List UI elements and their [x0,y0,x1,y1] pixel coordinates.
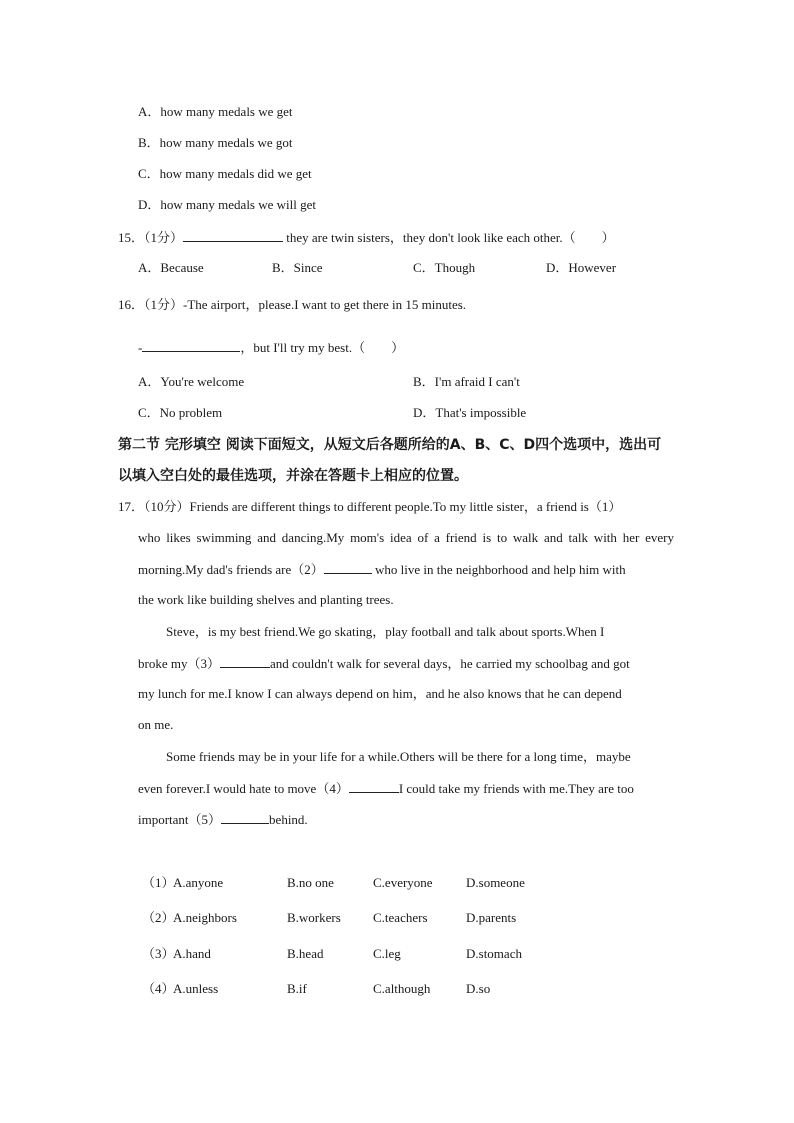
q16-response-line: - ，but I'll try my best.（ ） [138,340,405,355]
choice-d: D.parents [466,910,517,925]
q17-blank-4 [349,780,399,793]
q15-stem [118,229,615,246]
q16-blank [142,339,240,352]
q17-p2-line-3: my lunch for me.I know I can always depend on him，and he also knows that he can depend [138,686,622,701]
q17-p3-line-3: important（5） behind. [138,812,308,827]
q15-text: they are twin sisters，they don't look like each other.（ ） [283,230,615,245]
choice-b: B.head [287,946,324,961]
q17-number: 17．（10分） [118,499,190,514]
choice-number: （3） [142,946,175,961]
q15-option-c: C．Though [413,260,476,275]
q16-option-c: C．No problem [138,405,223,420]
choice-d: D.so [466,981,491,996]
q14-option-d: D．how many medals we will get [138,197,316,212]
q15-blank [183,229,283,242]
q15-option-d: D．However [546,260,617,275]
choice-number: （4） [142,981,175,996]
q14-option-c: C．how many medals did we get [138,166,312,181]
q17-p1-line-4: the work like building shelves and planting trees. [138,592,394,607]
choice-number: （2） [142,910,175,925]
choice-b: B.if [287,981,307,996]
choice-a: A.anyone [173,875,224,890]
q14-option-a: A．how many medals we get [138,104,293,119]
choice-a: A.hand [173,946,211,961]
choice-b: B.no one [287,875,334,890]
choice-c: C.although [373,981,431,996]
choice-d: D.stomach [466,946,522,961]
choice-d: D.someone [466,875,525,890]
q16-option-d: D．That's impossible [413,405,527,420]
q17-p2-line-4: on me. [138,717,174,732]
choice-a: A.unless [173,981,219,996]
choice-c: C.everyone [373,875,433,890]
q15-number: 15．（1分） [118,230,184,245]
q17-blank-3 [220,655,270,668]
choice-a: A.neighbors [173,910,237,925]
q16-text: -The airport，please.I want to get there in 15 minutes. [183,297,467,312]
section-heading-line-1: 第二节 完形填空 阅读下面短文，从短文后各题所给的A、B、C、D四个选项中，选出可 [118,437,662,453]
q17-p2-line-1: Steve，is my best friend.We go skating，play football and talk about sports.When I [166,624,605,639]
q17-blank-2 [324,561,372,574]
q16-stem [118,297,466,313]
q15-option-a: A．Because [138,260,204,275]
choice-c: C.teachers [373,910,428,925]
q17-first-line: 17．（10分）Friends are different things to different people.To my little sister，a friend is（1） [118,499,622,514]
q17-blank-5 [221,811,269,824]
q15-option-b: B．Since [272,260,323,275]
q17-p1-line-3: morning.My dad's friends are（2） who live in the neighborhood and help him with [138,562,626,577]
q17-p2-line-2: broke my（3） and couldn't walk for several days，he carried my schoolbag and got [138,656,630,671]
q14-option-b: B．how many medals we got [138,135,293,150]
q17-p1-line-2: who likes swimming and dancing.My mom's idea of a friend is to walk and talk with her every [138,530,674,545]
q17-p3-line-1: Some friends may be in your life for a while.Others will be there for a long time，maybe [166,749,631,764]
q17-p3-line-2: even forever.I would hate to move（4） I could take my friends with me.They are too [138,781,634,796]
choice-b: B.workers [287,910,341,925]
choice-number: （1） [142,875,175,890]
q16-number: 16．（1分） [118,297,184,312]
q16-option-b: B．I'm afraid I can't [413,374,520,389]
section-heading-line-2: 以填入空白处的最佳选项，并涂在答题卡上相应的位置。 [118,468,468,484]
q16-option-a: A．You're welcome [138,374,245,389]
choice-c: C.leg [373,946,401,961]
